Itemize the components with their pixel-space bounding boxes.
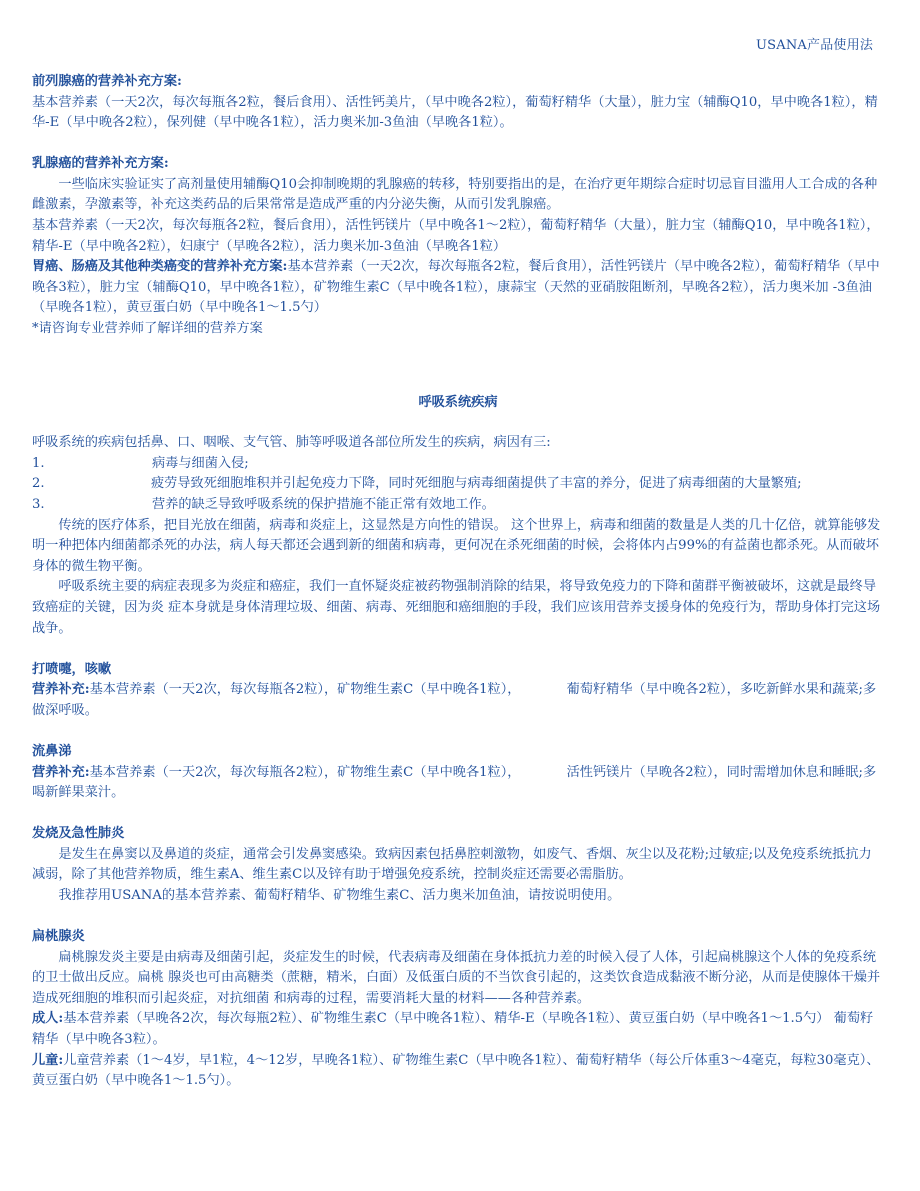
cause-item	[32, 454, 884, 475]
respiratory-intro: 呼吸系统的疾病包括鼻、口、咽喉、支气管、肺等呼吸道各部位所发生的疾病，病因有三:	[32, 435, 551, 451]
child-plan	[32, 1051, 884, 1092]
sneeze-plan	[32, 680, 884, 721]
tonsillitis-heading: 扁桃腺炎	[32, 929, 85, 945]
adult-plan	[32, 1009, 884, 1050]
sneeze-heading: 打喷嚏，咳嗽	[32, 661, 112, 677]
respiratory-paragraph: 传统的医疗体系，把目光放在细菌，病毒和炎症上，这显然是方向性的错误。 这个世界上，病毒和细菌的数量是人类的几十亿倍，就算能够发明一种把体内细菌都杀死的办法，病人每天都还会遇到新的细菌和病毒，更何况在杀死细菌的时候，会将体内占99%的有益菌也都杀死。从而破坏身体的微生物平衡。	[32, 517, 881, 574]
fever-recommendation: 我推荐用USANA的基本营养素、葡萄籽精华、矿物维生素C、活力奥米加鱼油，请按说明使用。	[58, 888, 621, 903]
cause-text: 病毒与细菌入侵;	[152, 455, 249, 471]
runny-nose-plan	[32, 763, 884, 804]
adult-plan-text: 基本营养素（早晚各2次，每次每瓶2粒）、矿物维生素C（早中晚各1粒）、精华-E（早晚各1粒）、黄豆蛋白奶（早中晚各1～1.5勺） 葡萄籽精华（早中晚各3粒）。	[32, 1011, 874, 1048]
respiratory-section-title: 呼吸系统疾病	[418, 394, 498, 410]
fever-heading: 发烧及急性肺炎	[32, 826, 125, 842]
cause-item	[32, 474, 884, 495]
sneeze-plan-text: 基本营养素（一天2次，每次每瓶各2粒），矿物维生素C（早中晚各1粒）， 葡萄籽精华（早中晚各2粒），多吃新鲜水果和蔬菜;多做深呼吸。	[32, 682, 877, 718]
cause-item	[32, 495, 884, 516]
stomach-cancer-heading: 胃癌、肠癌及其他种类癌变的营养补充方案:	[32, 259, 288, 275]
child-label: 儿童:	[32, 1052, 64, 1068]
breast-cancer-intro: 一些临床实验证实了高剂量使用辅酶Q10会抑制晚期的乳腺癌的转移，特别要指出的是，在治疗更年期综合症时切忌盲目滥用人工合成的各种雌激素，孕激素等，补充这类药品的后果常常是造成严重的内分泌失衡，从而引发乳腺癌。	[32, 176, 878, 213]
cause-number: 2.	[32, 476, 45, 492]
consult-note: *请咨询专业营养师了解详细的营养方案	[32, 321, 263, 337]
cause-text: 疲劳导致死细胞堆积并引起免疫力下降，同时死细胞与病毒细菌提供了丰富的养分，促进了病毒细菌的大量繁殖;	[151, 476, 802, 492]
fever-paragraph: 是发生在鼻窦以及鼻道的炎症，通常会引发鼻窦感染。致病因素包括鼻腔刺激物，如废气、香烟、灰尘以及花粉;过敏症;以及免疫系统抵抗力减弱，除了其他营养物质，维生素A、维生素C以及锌有助于增强免疫系统，控制炎症还需要必需脂肪。	[32, 846, 872, 883]
cause-text: 营养的缺乏导致呼吸系统的保护措施不能正常有效地工作。	[152, 497, 495, 512]
nutrition-label: 营养补充:	[32, 682, 90, 698]
prostate-cancer-plan: 基本营养素（一天2次，每次每瓶各2粒，餐后食用）、活性钙美片，（早中晚各2粒），葡萄籽精华（大量），脏力宝（辅酶Q10，早中晚各1粒），精华-E（早中晚各2粒），保列健（早中晚各1粒），活力奥米加-3鱼油（早晚各1粒）。	[32, 94, 878, 131]
breast-cancer-plan: 基本营养素（一天2次，每次每瓶各2粒，餐后食用），活性钙镁片（早中晚各1～2粒），葡萄籽精华（大量），脏力宝（辅酶Q10，早中晚各1粒），精华-E（早中晚各2粒），妇康宁（早晚各2粒），活力奥米加-3鱼油（早晚各1粒）	[32, 218, 880, 254]
prostate-cancer-heading: 前列腺癌的营养补充方案:	[32, 74, 182, 89]
child-plan-text: 儿童营养素（1～4岁，早1粒，4～12岁，早晚各1粒）、矿物维生素C（早中晚各1粒）、葡萄籽精华（每公斤体重3～4毫克，每粒30毫克）、黄豆蛋白奶（早中晚各1～1.5勺）。	[32, 1052, 880, 1089]
cause-number: 1.	[32, 455, 45, 471]
stomach-cancer-plan-paragraph	[32, 257, 884, 319]
nutrition-label: 营养补充:	[32, 764, 90, 780]
cause-number: 3.	[32, 497, 45, 512]
document-body	[32, 72, 884, 1092]
runny-nose-plan-text: 基本营养素（一天2次，每次每瓶各2粒），矿物维生素C（早中晚各1粒）， 活性钙镁片（早晚各2粒），同时需增加休息和睡眠;多喝新鲜果菜汁。	[32, 764, 877, 801]
breast-cancer-heading: 乳腺癌的营养补充方案:	[32, 156, 169, 172]
respiratory-paragraph: 呼吸系统主要的病症表现多为炎症和癌症，我们一直怀疑炎症被药物强制消除的结果，将导致免疫力的下降和菌群平衡被破坏，这就是最终导致癌症的关键，因为炎 症本身就是身体清理垃圾、细菌、病毒、死细胞和癌细胞的手段，我们应该用营养支援身体的免疫行为，帮助身体打完这场战争。	[32, 579, 881, 636]
adult-label: 成人:	[32, 1011, 64, 1027]
tonsillitis-paragraph: 扁桃腺发炎主要是由病毒及细菌引起，炎症发生的时候，代表病毒及细菌在身体抵抗力差的时候入侵了人体，引起扁桃腺这个人体的免疫系统的卫士做出反应。扁桃 腺炎也可由高糖类（蔗糖，精米，白面）及低蛋白质的不当饮食引起的，这类饮食造成黏液不断分泌，从而是使腺体干燥并造成死细胞的堆积而引起炎症，对抗细菌 和病毒的过程，需要消耗大量的材料——各种营养素。	[32, 949, 881, 1006]
runny-nose-heading: 流鼻涕	[32, 743, 72, 759]
stomach-cancer-plan: 基本营养素（一天2次，每次每瓶各2粒，餐后食用），活性钙镁片（早中晚各2粒），葡萄籽精华（早中晚各3粒），脏力宝（辅酶Q10，早中晚各1粒），矿物维生素C（早中晚各1粒），康蒜宝（天然的亚硝胺阻断剂，早晚各2粒），活力奥米加 -3鱼油（早晚各1粒），黄豆蛋白奶（早中晚各1～1.5勺）	[32, 259, 880, 316]
document-header: USANA产品使用法	[756, 38, 874, 53]
